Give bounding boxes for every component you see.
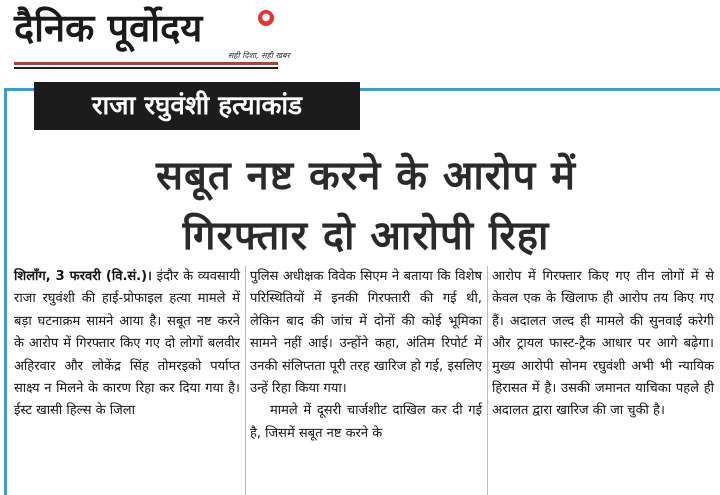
column-2-paragraph-1: पुलिस अधीक्षक विवेक सिएम ने बताया कि विशेष परिस्थितियों में इनकी गिरफ्तारी की गई थी, लेकिन बाद की जांच में दोनों की कोई भूमिका सामने नहीं आई। उन्होंने कहा, अंतिम रिपोर्ट में उनकी संलिप्तता पूरी तरह खारिज हो गई, इसलिए उन्हें रिहा किया गया। [250, 269, 482, 397]
article-column-3 [492, 266, 714, 423]
dateline: शिलॉंग, 3 फरवरी (वि.सं.)। [14, 269, 152, 284]
column-1-text: इंदौर के व्यवसायी राजा रघुवंशी की हाई-प्रोफाइल हत्या मामले में बड़ा घटनाक्रम सामने आया है। सबूत नष्ट करने के आरोप में गिरफ्तार किए गए दो लोगों बलवीर अहिरवार और लोकेंद्र सिंह तोमरइको पर्याप्त साक्ष्य न मिलने के कारण रिहा कर दिया गया है। ईस्ट खासी हिल्स के जिला [14, 269, 240, 419]
masthead [0, 0, 720, 80]
article-column-1 [14, 266, 240, 423]
masthead-rule-red [14, 62, 278, 65]
column-divider [487, 266, 488, 495]
column-2-paragraph-2: मामले में दूसरी चार्जशीट दाखिल कर दी गई है, जिसमें सबूत नष्ट करने के [250, 403, 482, 441]
article-column-2 [250, 266, 482, 445]
newspaper-title: दैनिक पूर्वोदय [14, 6, 203, 50]
headline-line-1: सबूत नष्ट करने के आरोप में [155, 153, 577, 199]
logo-dot-icon: ● [258, 10, 274, 26]
masthead-rule-dark [14, 67, 278, 69]
newspaper-tagline: सही दिशा, सही खबर [228, 51, 290, 60]
column-divider [245, 266, 246, 495]
column-3-text: आरोप में गिरफ्तार किए गए तीन लोगों में से केवल एक के खिलाफ ही आरोप तय किए गए हैं। अदालत जल्द ही मामले की सुनवाई करेगी और ट्रायल फास्ट-ट्रैक आधार पर आगे बढ़ेगा। मुख्य आरोपी सोनम रघुवंशी अभी भी न्यायिक हिरासत में है। उसकी जमानत याचिका पहले ही अदालत द्वारा खारिज की जा चुकी है। [492, 269, 714, 419]
story-kicker: राजा रघुवंशी हत्याकांड [34, 82, 360, 130]
headline-line-2: गिरफ्तार दो आरोपी रिहा [182, 213, 550, 259]
